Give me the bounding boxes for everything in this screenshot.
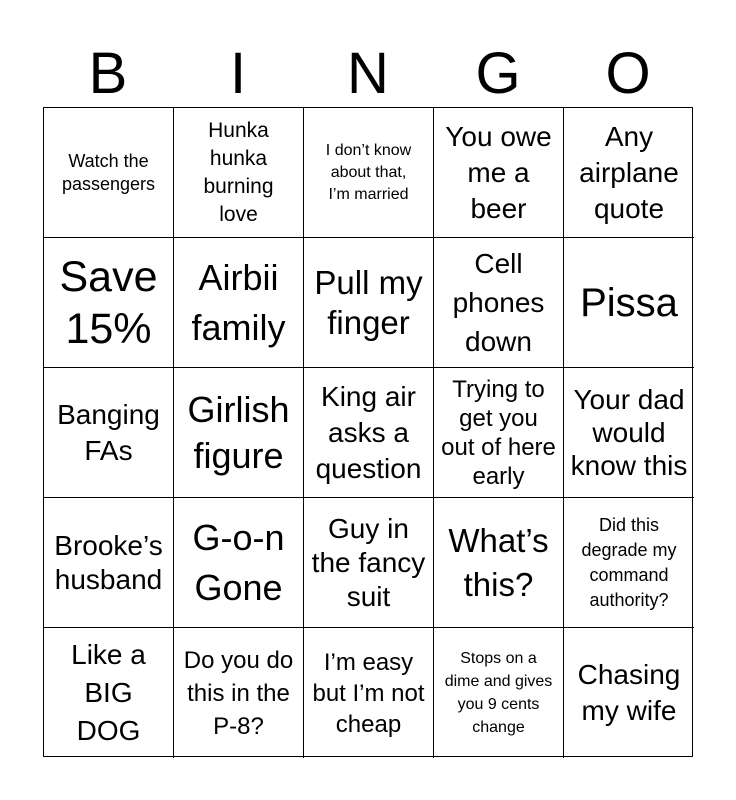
cell-text: Hunka hunka burning love [203,118,274,226]
cell-text: I’m easy but I’m not cheap [312,648,425,738]
cell-text: Did this degrade my command authority? [581,514,677,610]
cell-text: Banging FAs [57,398,160,466]
cell-text: Like a BIG DOG [71,639,146,746]
bingo-cell[interactable] [434,238,564,368]
bingo-cell[interactable] [44,628,174,758]
bingo-cell[interactable] [44,368,174,498]
bingo-cell[interactable] [434,108,564,238]
bingo-cell[interactable] [434,628,564,758]
bingo-cell[interactable] [564,498,694,628]
cell-text: Pissa [580,280,678,325]
cell-text: Brooke’s husband [54,529,163,595]
header-letter-b: B [88,41,128,106]
header-letter-n: N [347,41,389,106]
cell-text: Airbii family [191,256,286,348]
header-letter-g: G [475,41,521,106]
bingo-cell[interactable] [304,238,434,368]
cell-text: Chasing my wife [577,659,681,726]
cell-text: Watch the passengers [61,150,156,194]
cell-text: Stops on a dime and gives you 9 cents change [444,650,553,736]
bingo-cell[interactable] [434,368,564,498]
cell-text: Any airplane quote [579,120,679,224]
bingo-cell[interactable] [44,238,174,368]
bingo-cell[interactable] [174,368,304,498]
bingo-cell[interactable] [44,108,174,238]
cell-text: G-o-n Gone [192,516,285,608]
cell-text: Pull my finger [314,263,423,341]
header-letter-o: O [605,41,651,106]
cell-text: Girlish figure [187,388,290,476]
bingo-grid [43,107,693,757]
bingo-cell[interactable] [304,498,434,628]
bingo-cell[interactable] [564,628,694,758]
bingo-cell[interactable] [564,368,694,498]
bingo-cell[interactable] [174,108,304,238]
bingo-cell[interactable] [564,108,694,238]
bingo-cell[interactable] [174,498,304,628]
bingo-cell[interactable] [434,498,564,628]
header-letter-i: I [229,41,247,106]
bingo-cell[interactable] [304,108,434,238]
cell-text: Trying to get you out of here early [441,375,556,490]
cell-text: Guy in the fancy suit [311,512,426,612]
bingo-cell[interactable] [564,238,694,368]
cell-text: You owe me a beer [445,120,552,224]
bingo-cell[interactable] [174,238,304,368]
bingo-header [43,42,693,106]
cell-text: Your dad would know this [570,384,688,481]
bingo-cell[interactable] [304,368,434,498]
cell-text: Do you do this in the P-8? [183,646,294,740]
cell-text: I don’t know about that, I’m married [325,141,412,203]
cell-text: What’s this? [448,521,549,603]
cell-text: Save 15% [59,252,158,353]
cell-text: King air asks a question [315,380,422,484]
cell-text: Cell phones down [452,248,545,357]
bingo-cell[interactable] [44,498,174,628]
bingo-cell[interactable] [304,628,434,758]
bingo-cell[interactable] [174,628,304,758]
